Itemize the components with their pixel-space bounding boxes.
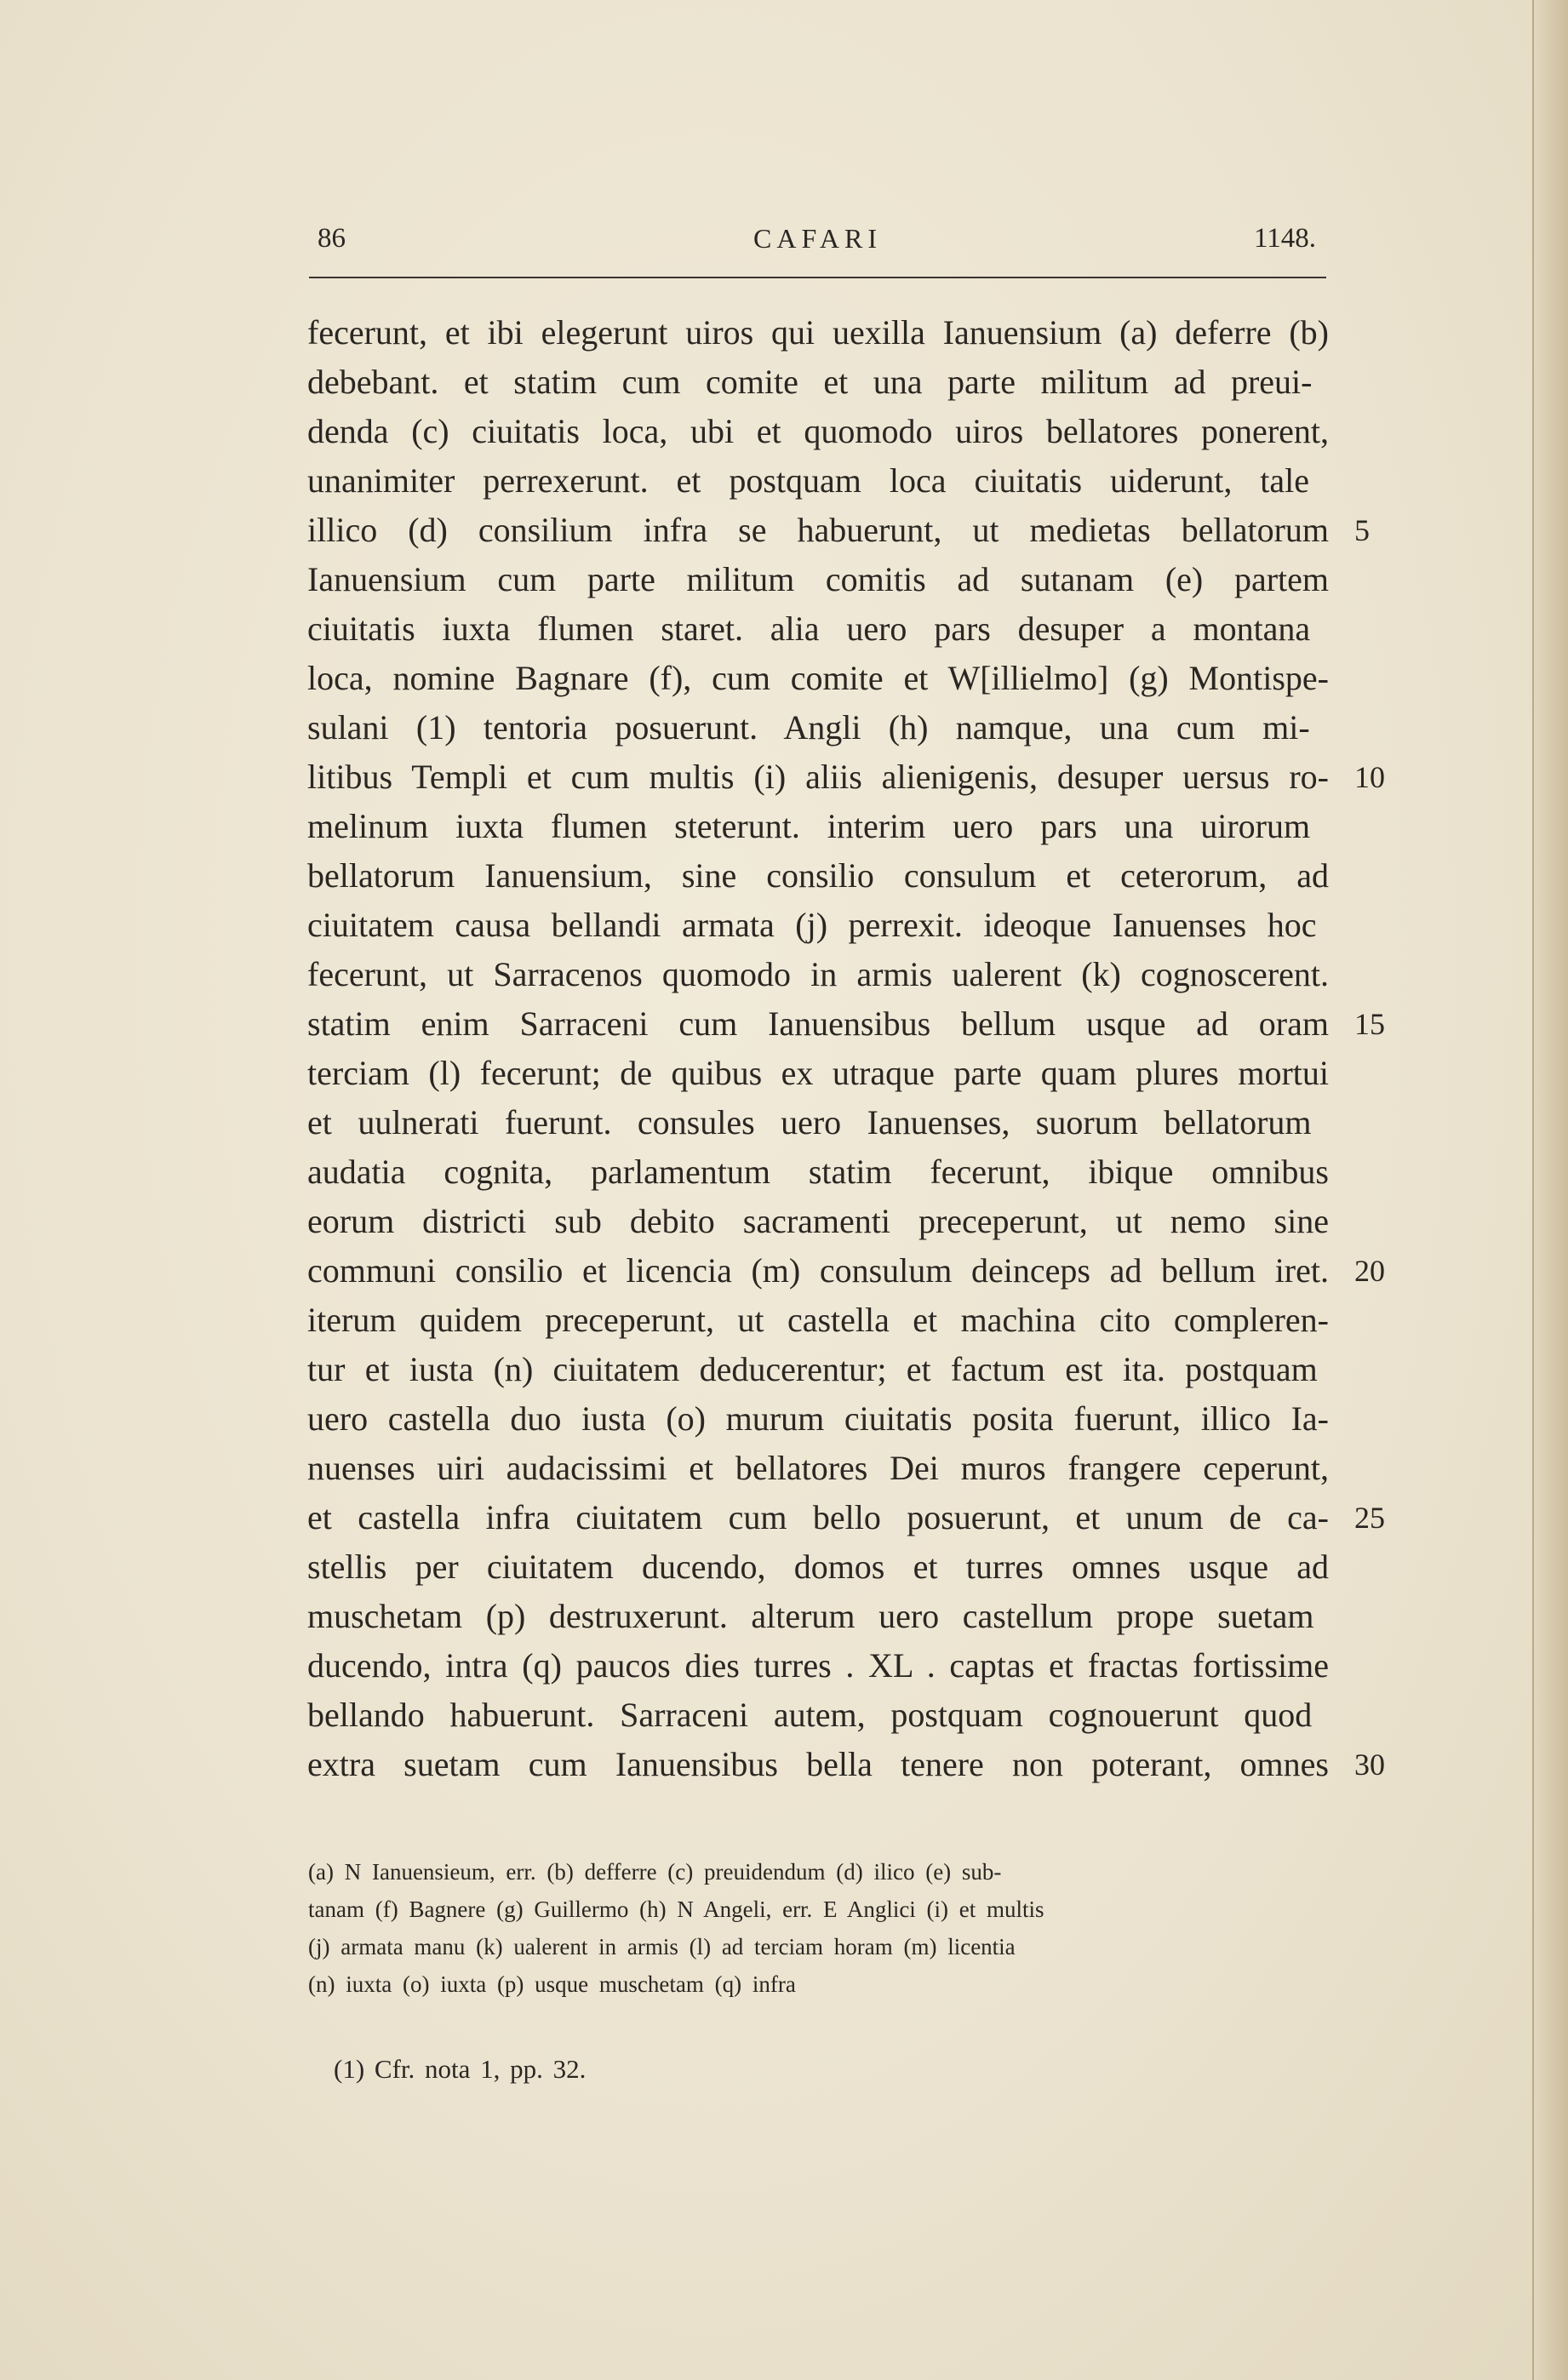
note-line: (n) iuxta (o) iuxta (p) usque muschetam (q) infra [308, 1971, 796, 1997]
text-line: bellatorum Ianuensium, sine consilio consulum et ceterorum, ad [307, 856, 1329, 895]
text-line: iterum quidem preceperunt, ut castella et machina cito compleren- [307, 1301, 1329, 1339]
line-number: 5 [1354, 513, 1370, 547]
note-line: (a) N Ianuensieum, err. (b) defferre (c) preuidendum (d) ilico (e) sub- [308, 1859, 1002, 1885]
text-line: debebant. et statim cum comite et una parte militum ad preui- [307, 363, 1313, 401]
text-line: stellis per ciuitatem ducendo, domos et turres omnes usque ad [307, 1548, 1329, 1586]
footnote: (1) Cfr. nota 1, pp. 32. [334, 2054, 587, 2084]
text-line: uero castella duo iusta (o) murum ciuitatis posita fuerunt, illico Ia- [307, 1399, 1329, 1438]
text-line: unanimiter perrexerunt. et postquam loca ciuitatis uiderunt, tale [307, 461, 1310, 500]
text-line: melinum iuxta flumen steterunt. interim uero pars una uirorum [307, 807, 1311, 845]
line-number: 15 [1354, 1007, 1385, 1041]
text-line: et castella infra ciuitatem cum bello posuerunt, et unum de ca- 25 [307, 1493, 1334, 1542]
text-line: tur et iusta (n) ciuitatem deducerentur; et factum est ita. postquam [307, 1350, 1318, 1388]
main-text [307, 308, 1385, 1789]
text-line: litibus Templi et cum multis (i) aliis alienigenis, desuper uersus ro- 10 [307, 752, 1334, 802]
text-line: nuenses uiri audacissimi et bellatores Dei muros frangere ceperunt, [307, 1449, 1329, 1487]
text-line: Ianuensium cum parte militum comitis ad sutanam (e) partem [307, 560, 1329, 598]
text-line: audatia cognita, parlamentum statim fecerunt, ibique omnibus [307, 1153, 1329, 1191]
text-line: fecerunt, et ibi elegerunt uiros qui uexilla Ianuensium (a) deferre (b) [307, 313, 1329, 352]
text-line: eorum districti sub debito sacramenti preceperunt, ut nemo sine [307, 1202, 1329, 1240]
text-line: statim enim Sarraceni cum Ianuensibus bellum usque ad oram 15 [307, 999, 1334, 1049]
page-number: 86 [318, 223, 346, 254]
text-line: ciuitatis iuxta flumen staret. alia uero pars desuper a montana [307, 609, 1311, 648]
line-number: 30 [1354, 1748, 1385, 1782]
text-line: fecerunt, ut Sarracenos quomodo in armis ualerent (k) cognoscerent. [307, 955, 1329, 993]
text-line: denda (c) ciuitatis loca, ubi et quomodo uiros bellatores ponerent, [307, 412, 1329, 450]
line-number: 10 [1354, 760, 1385, 794]
note-line: tanam (f) Bagnere (g) Guillermo (h) N Angeli, err. E Anglici (i) et multis [308, 1897, 1044, 1922]
note-line: (j) armata manu (k) ualerent in armis (l) ad terciam horam (m) licentia [308, 1934, 1016, 1959]
text-line: terciam (l) fecerunt; de quibus ex utraque parte quam plures mortui [307, 1054, 1329, 1092]
page-edge [1532, 0, 1568, 2380]
header-year: 1148. [1253, 223, 1316, 254]
header-rule [309, 277, 1326, 278]
text-line: ducendo, intra (q) paucos dies turres . XL . captas et fractas fortissime [307, 1646, 1329, 1685]
text-line: communi consilio et licencia (m) consulum deinceps ad bellum iret. 20 [307, 1246, 1334, 1296]
running-header [309, 223, 1326, 266]
text-line: ciuitatem causa bellandi armata (j) perrexit. ideoque Ianuenses hoc [307, 906, 1317, 944]
text-line: illico (d) consilium infra se habuerunt, ut medietas bellatorum 5 [307, 506, 1334, 555]
text-line: loca, nomine Bagnare (f), cum comite et W[illielmo] (g) Montispe- [307, 659, 1329, 697]
text-line: extra suetam cum Ianuensibus bella tenere non poterant, omnes 30 [307, 1740, 1334, 1789]
text-line: muschetam (p) destruxerunt. alterum uero castellum prope suetam [307, 1597, 1314, 1635]
running-title: CAFARI [753, 223, 882, 254]
text-line: et uulnerati fuerunt. consules uero Ianuenses, suorum bellatorum [307, 1103, 1312, 1141]
line-number: 20 [1354, 1254, 1385, 1288]
variant-notes [308, 1853, 1330, 2003]
text-line: sulani (1) tentoria posuerunt. Angli (h) namque, una cum mi- [307, 708, 1310, 747]
text-line: bellando habuerunt. Sarraceni autem, postquam cognouerunt quod [307, 1696, 1313, 1734]
line-number: 25 [1354, 1501, 1385, 1535]
